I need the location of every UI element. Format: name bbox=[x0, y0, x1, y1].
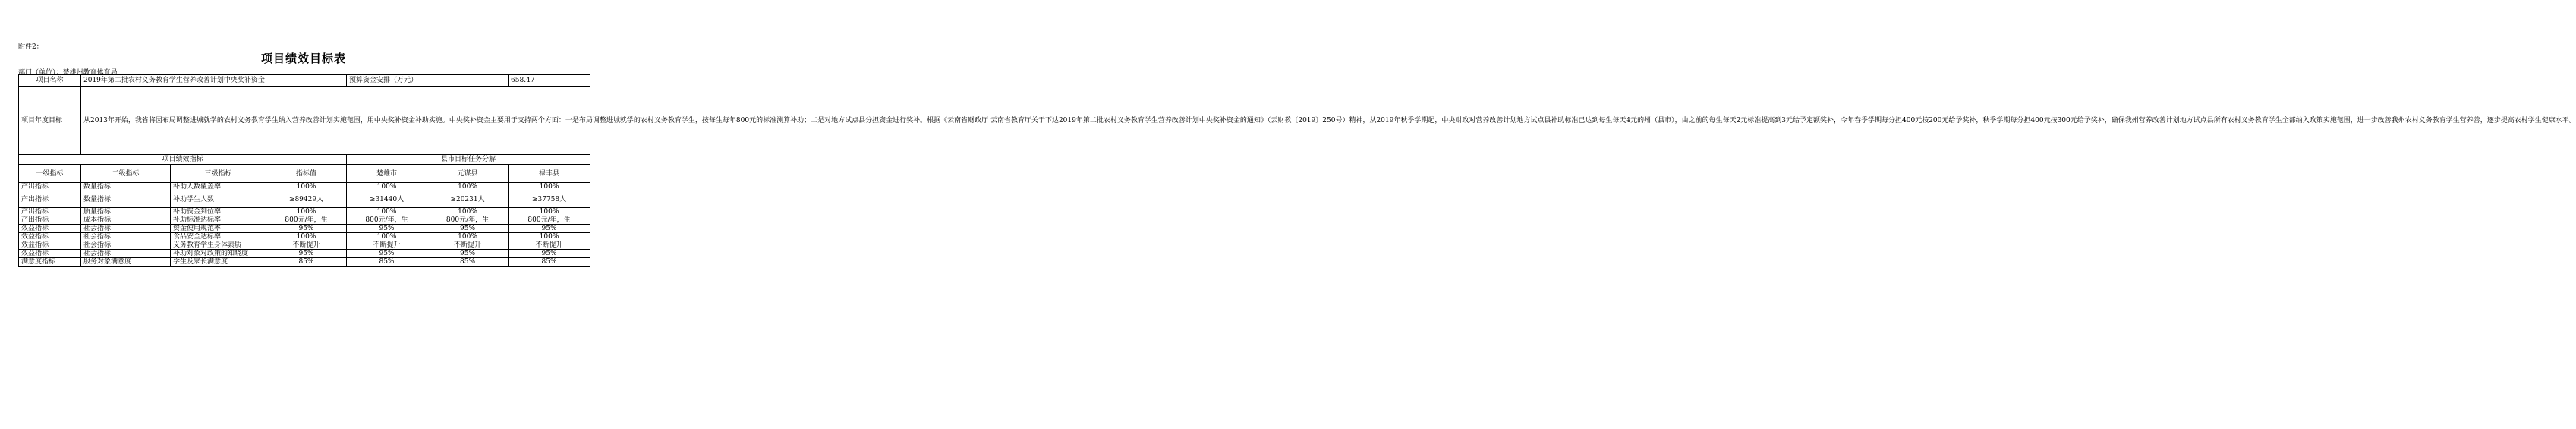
level3-cell: 补助资金到位率 bbox=[171, 208, 266, 216]
county-cell: 100% bbox=[347, 208, 427, 216]
county-cell: 85% bbox=[427, 258, 509, 267]
county-cell: 100% bbox=[427, 233, 509, 241]
level2-cell: 数量指标 bbox=[81, 191, 171, 208]
level2-cell: 社会指标 bbox=[81, 241, 171, 250]
value-cell: 95% bbox=[266, 225, 347, 233]
county-cell: 800元/年，生 bbox=[347, 216, 427, 225]
county-cell: 不断提升 bbox=[509, 241, 590, 250]
level2-header: 二级指标 bbox=[81, 165, 171, 183]
county-cell: 95% bbox=[347, 250, 427, 258]
county-cell: 85% bbox=[347, 258, 427, 267]
value-header: 指标值 bbox=[266, 165, 347, 183]
county-cell: 800元/年，生 bbox=[509, 216, 590, 225]
value-cell: 100% bbox=[266, 183, 347, 191]
value-cell: 100% bbox=[266, 208, 347, 216]
county-header-yuanmou: 元谋县 bbox=[427, 165, 509, 183]
county-cell: 不断提升 bbox=[427, 241, 509, 250]
value-cell: ≥89429人 bbox=[266, 191, 347, 208]
county-cell: 100% bbox=[427, 208, 509, 216]
county-cell: 不断提升 bbox=[347, 241, 427, 250]
level1-cell: 产出指标 bbox=[19, 208, 81, 216]
level3-cell: 食品安全达标率 bbox=[171, 233, 266, 241]
budget-label: 预算资金安排（万元） bbox=[347, 75, 509, 87]
table-row bbox=[19, 208, 590, 216]
table-row bbox=[19, 241, 590, 250]
level2-cell: 服务对象满意度 bbox=[81, 258, 171, 267]
level3-cell: 补助学生人数 bbox=[171, 191, 266, 208]
level1-cell: 效益指标 bbox=[19, 225, 81, 233]
level3-cell: 补助标准达标率 bbox=[171, 216, 266, 225]
level1-cell: 满意度指标 bbox=[19, 258, 81, 267]
level1-cell: 效益指标 bbox=[19, 241, 81, 250]
county-cell: 95% bbox=[509, 225, 590, 233]
level1-cell: 产出指标 bbox=[19, 216, 81, 225]
level2-cell: 社会指标 bbox=[81, 250, 171, 258]
column-header-row bbox=[19, 165, 590, 183]
group-header-row bbox=[19, 155, 590, 165]
level3-cell: 学生及家长满意度 bbox=[171, 258, 266, 267]
county-cell: 95% bbox=[427, 225, 509, 233]
level1-cell: 效益指标 bbox=[19, 233, 81, 241]
level2-cell: 成本指标 bbox=[81, 216, 171, 225]
attachment-label: 附件2： bbox=[18, 43, 43, 51]
project-name-row bbox=[19, 75, 590, 87]
level2-cell: 社会指标 bbox=[81, 233, 171, 241]
table-row bbox=[19, 250, 590, 258]
county-cell: 800元/年，生 bbox=[427, 216, 509, 225]
value-cell: 95% bbox=[266, 250, 347, 258]
budget-value: 658.47 bbox=[509, 75, 590, 87]
county-cell: 95% bbox=[509, 250, 590, 258]
annual-goal-row bbox=[19, 87, 590, 155]
county-header-chuxiong: 楚雄市 bbox=[347, 165, 427, 183]
county-cell: 95% bbox=[427, 250, 509, 258]
level3-cell: 补助人数覆盖率 bbox=[171, 183, 266, 191]
level1-cell: 产出指标 bbox=[19, 191, 81, 208]
value-cell: 不断提升 bbox=[266, 241, 347, 250]
page-title: 项目绩效目标表 bbox=[260, 52, 346, 65]
county-header-lufeng: 禄丰县 bbox=[509, 165, 590, 183]
level2-cell: 数量指标 bbox=[81, 183, 171, 191]
table-row bbox=[19, 183, 590, 191]
county-cell: 100% bbox=[347, 233, 427, 241]
department-label: 部门（单位）：楚雄州教育体育局 bbox=[18, 69, 118, 77]
value-cell: 100% bbox=[266, 233, 347, 241]
table-row bbox=[19, 233, 590, 241]
table-row bbox=[19, 216, 590, 225]
value-cell: 85% bbox=[266, 258, 347, 267]
county-cell: 85% bbox=[509, 258, 590, 267]
county-cell: 95% bbox=[347, 225, 427, 233]
annual-goal-text: 从2013年开始，我省将因布局调整进城就学的农村义务教育学生纳入营养改善计划实施范围，用中央奖补资金补助实施。中央奖补资金主要用于支持两个方面：一是布局调整进城就学的农村义务教育学生，按每生每年800元的标准测算补助；二是对地方试点县分担资金进行奖补。根据《云南省财政厅 云南省教育厅关于下达2019年第二批农村义务教育学生营养改善计划中央奖补资金的通知》（云财教〔2019〕250号）精神，从2019年秋季学期起，中央财政对营养改善计划地方试点县补助标准已达到每生每天4元的州（县市），由之前的每生每天2元标准提高到3元给予定额奖补，今年春季学期每分担400元按200元给予奖补，秋季学期每分担400元按300元给予奖补，确保我州营养改善计划地方试点县所有农村义务教育学生全部纳入政策实施范围，进一步改善我州农村义务教育学生营养善，逐步提高农村学生健康水平。 bbox=[81, 87, 590, 155]
level3-cell: 义务教育学生身体素质 bbox=[171, 241, 266, 250]
level3-header: 三级指标 bbox=[171, 165, 266, 183]
level1-header: 一级指标 bbox=[19, 165, 81, 183]
county-cell: 100% bbox=[509, 233, 590, 241]
county-cell: 100% bbox=[347, 183, 427, 191]
level2-cell: 质量指标 bbox=[81, 208, 171, 216]
annual-goal-label: 项目年度目标 bbox=[19, 87, 81, 155]
level3-cell: 补助对象对政策的知晓度 bbox=[171, 250, 266, 258]
county-breakdown-header: 县市目标任务分解 bbox=[347, 155, 590, 165]
county-cell: ≥20231人 bbox=[427, 191, 509, 208]
table-row bbox=[19, 258, 590, 267]
county-cell: 100% bbox=[509, 208, 590, 216]
perf-indicators-header: 项目绩效指标 bbox=[19, 155, 347, 165]
table-row bbox=[19, 225, 590, 233]
level1-cell: 产出指标 bbox=[19, 183, 81, 191]
project-name-label: 项目名称 bbox=[19, 75, 81, 87]
performance-target-table bbox=[18, 74, 2576, 267]
county-cell: ≥31440人 bbox=[347, 191, 427, 208]
table-row bbox=[19, 191, 590, 208]
level1-cell: 效益指标 bbox=[19, 250, 81, 258]
value-cell: 800元/年，生 bbox=[266, 216, 347, 225]
project-name-value: 2019年第二批农村义务教育学生营养改善计划中央奖补资金 bbox=[81, 75, 347, 87]
county-cell: 100% bbox=[509, 183, 590, 191]
county-cell: ≥37758人 bbox=[509, 191, 590, 208]
county-cell: 100% bbox=[427, 183, 509, 191]
level3-cell: 资金使用规范率 bbox=[171, 225, 266, 233]
level2-cell: 社会指标 bbox=[81, 225, 171, 233]
